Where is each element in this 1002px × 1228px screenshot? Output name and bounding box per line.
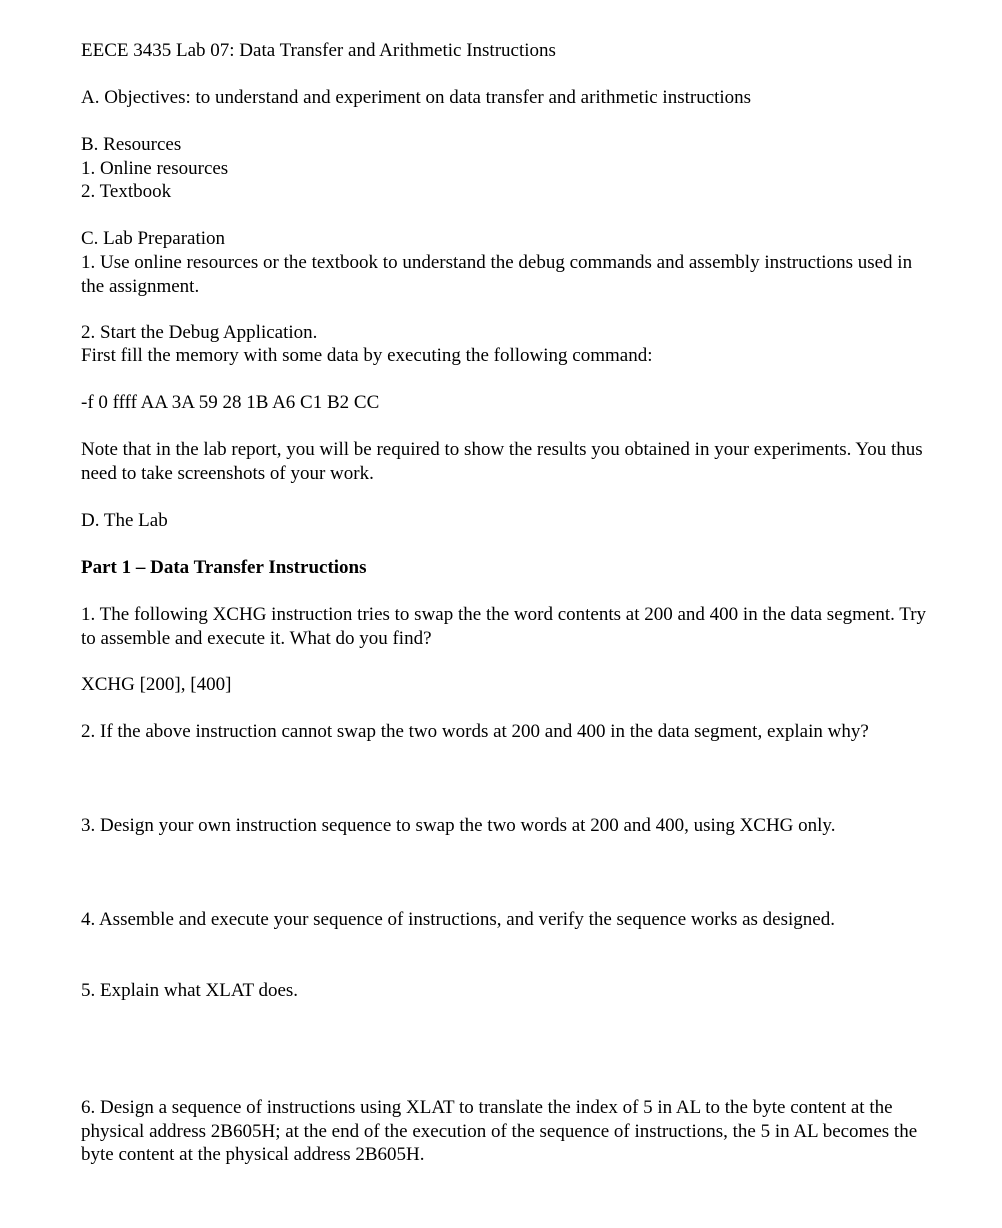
question-3: 3. Design your own instruction sequence to swap the two words at 200 and 400, using XCHG only. bbox=[81, 815, 836, 836]
preparation-step-2-text: First fill the memory with some data by executing the following command: bbox=[81, 345, 653, 366]
debug-command: -f 0 ffff AA 3A 59 28 1B A6 C1 B2 CC bbox=[81, 392, 380, 413]
question-1-code: XCHG [200], [400] bbox=[81, 674, 232, 695]
lab-heading: D. The Lab bbox=[81, 510, 168, 531]
question-4: 4. Assemble and execute your sequence of instructions, and verify the sequence works as designed. bbox=[81, 909, 835, 930]
preparation-step-2-heading: 2. Start the Debug Application. bbox=[81, 322, 318, 343]
question-6: 6. Design a sequence of instructions using XLAT to translate the index of 5 in AL to the byte content at the physical address 2B605H; at the end of the execution of the sequence of instructions, the 5 in AL becomes the byte content at the physical address 2B605H. bbox=[81, 1097, 918, 1165]
preparation-heading: C. Lab Preparation bbox=[81, 228, 226, 249]
preparation-step-1: 1. Use online resources or the textbook to understand the debug commands and assembly instructions used in the assignment. bbox=[81, 252, 913, 297]
question-2: 2. If the above instruction cannot swap the two words at 200 and 400 in the data segment, explain why? bbox=[81, 721, 869, 742]
question-1: 1. The following XCHG instruction tries to swap the the word contents at 200 and 400 in the data segment. Try to assemble and execute it. What do you find? bbox=[81, 604, 927, 649]
document-title: EECE 3435 Lab 07: Data Transfer and Arithmetic Instructions bbox=[81, 40, 556, 61]
resource-item: 2. Textbook bbox=[81, 181, 172, 202]
part-1-heading: Part 1 – Data Transfer Instructions bbox=[81, 557, 367, 578]
resources-heading: B. Resources bbox=[81, 134, 182, 155]
question-5: 5. Explain what XLAT does. bbox=[81, 980, 299, 1001]
resource-item: 1. Online resources bbox=[81, 158, 229, 179]
screenshot-note: Note that in the lab report, you will be required to show the results you obtained in your experiments. You thus need to take screenshots of your work. bbox=[81, 439, 923, 484]
objectives-text: A. Objectives: to understand and experiment on data transfer and arithmetic instructions bbox=[81, 87, 752, 108]
